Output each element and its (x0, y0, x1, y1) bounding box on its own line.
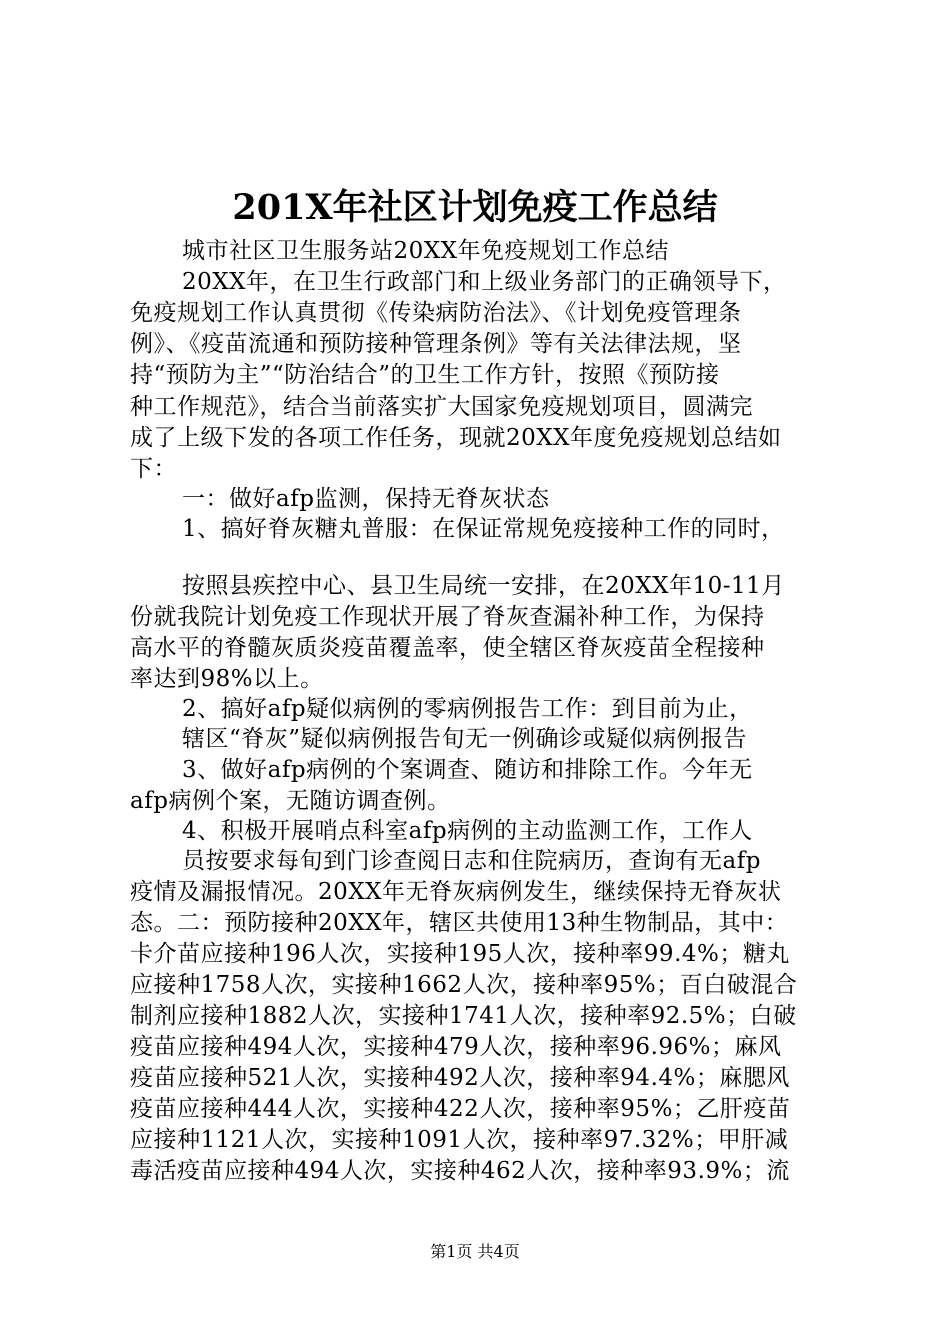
paragraph-line: 份就我院计划免疫工作现状开展了脊灰查漏补种工作，为保持 (130, 604, 765, 630)
paragraph-line: 率达到98%以上。 (130, 666, 324, 692)
paragraph-line: 1、搞好脊灰糖丸普服：在保证常规免疫接种工作的同时， (182, 516, 785, 542)
paragraph-line: 例》、《疫苗流通和预防接种管理条例》等有关法律法规，坚 (130, 331, 742, 357)
paragraph-line: afp病例个案，无随访调查例。 (130, 788, 451, 814)
paragraph-line: 4、积极开展哨点科室afp病例的主动监测工作，工作人 (182, 818, 753, 844)
paragraph-line: 一：做好afp监测，保持无脊灰状态 (182, 486, 550, 512)
document-title: 201X年社区计划免疫工作总结 (232, 187, 718, 228)
paragraph-line: 种工作规范》，结合当前落实扩大国家免疫规划项目，圆满完 (130, 394, 753, 420)
paragraph-line: 应接种1758人次，实接种1662人次，接种率95%；百白破混合 (130, 972, 798, 998)
paragraph-line: 毒活疫苗应接种494人次，实接种462人次，接种率93.9%；流 (130, 1158, 790, 1184)
paragraph-line: 2、搞好afp疑似病例的零病例报告工作：到目前为止， (182, 696, 753, 722)
paragraph-line: 疫情及漏报情况。20XX年无脊灰病例发生，继续保持无脊灰状 (130, 879, 782, 905)
paragraph-line: 疫苗应接种521人次，实接种492人次，接种率94.4%；麻腮风 (130, 1065, 790, 1091)
paragraph-line: 辖区“脊灰”疑似病例报告旬无一例确诊或疑似病例报告 (182, 726, 748, 752)
paragraph-line: 疫苗应接种444人次，实接种422人次，接种率95%；乙肝疫苗 (130, 1096, 791, 1122)
paragraph-line: 员按要求每旬到门诊查阅日志和住院病历，查询有无afp (182, 848, 761, 874)
paragraph-line: 高水平的脊髓灰质炎疫苗覆盖率，使全辖区脊灰疫苗全程接种 (130, 635, 765, 661)
paragraph-line: 免疫规划工作认真贯彻《传染病防治法》、《计划免疫管理条 (130, 300, 742, 326)
paragraph-line: 疫苗应接种494人次，实接种479人次，接种率96.96%；麻风 (130, 1034, 782, 1060)
page-number: 第1页 共4页 (430, 1242, 520, 1261)
paragraph-line: 制剂应接种1882人次，实接种1741人次，接种率92.5%；白破 (130, 1003, 797, 1029)
paragraph-line: 下： (130, 456, 177, 482)
paragraph-line: 3、做好afp病例的个案调查、随访和排除工作。今年无 (182, 757, 753, 783)
paragraph-line: 成了上级下发的各项工作任务，现就20XX年度免疫规划总结如 (130, 425, 782, 451)
paragraph-line: 城市社区卫生服务站20XX年免疫规划工作总结 (182, 238, 670, 264)
paragraph-line: 卡介苗应接种196人次，实接种195人次，接种率99.4%；糖丸 (130, 941, 790, 967)
paragraph-line: 持“预防为主”“防治结合”的卫生工作方针，按照《预防接 (130, 362, 720, 388)
paragraph-line: 按照县疾控中心、县卫生局统一安排，在20XX年10-11月 (182, 573, 785, 599)
paragraph-line: 应接种1121人次，实接种1091人次，接种率97.32%；甲肝减 (130, 1127, 789, 1153)
paragraph-line: 态。二：预防接种20XX年，辖区共使用13种生物制品，其中： (130, 910, 789, 936)
paragraph-line: 20XX年，在卫生行政部门和上级业务部门的正确领导下， (182, 269, 787, 295)
